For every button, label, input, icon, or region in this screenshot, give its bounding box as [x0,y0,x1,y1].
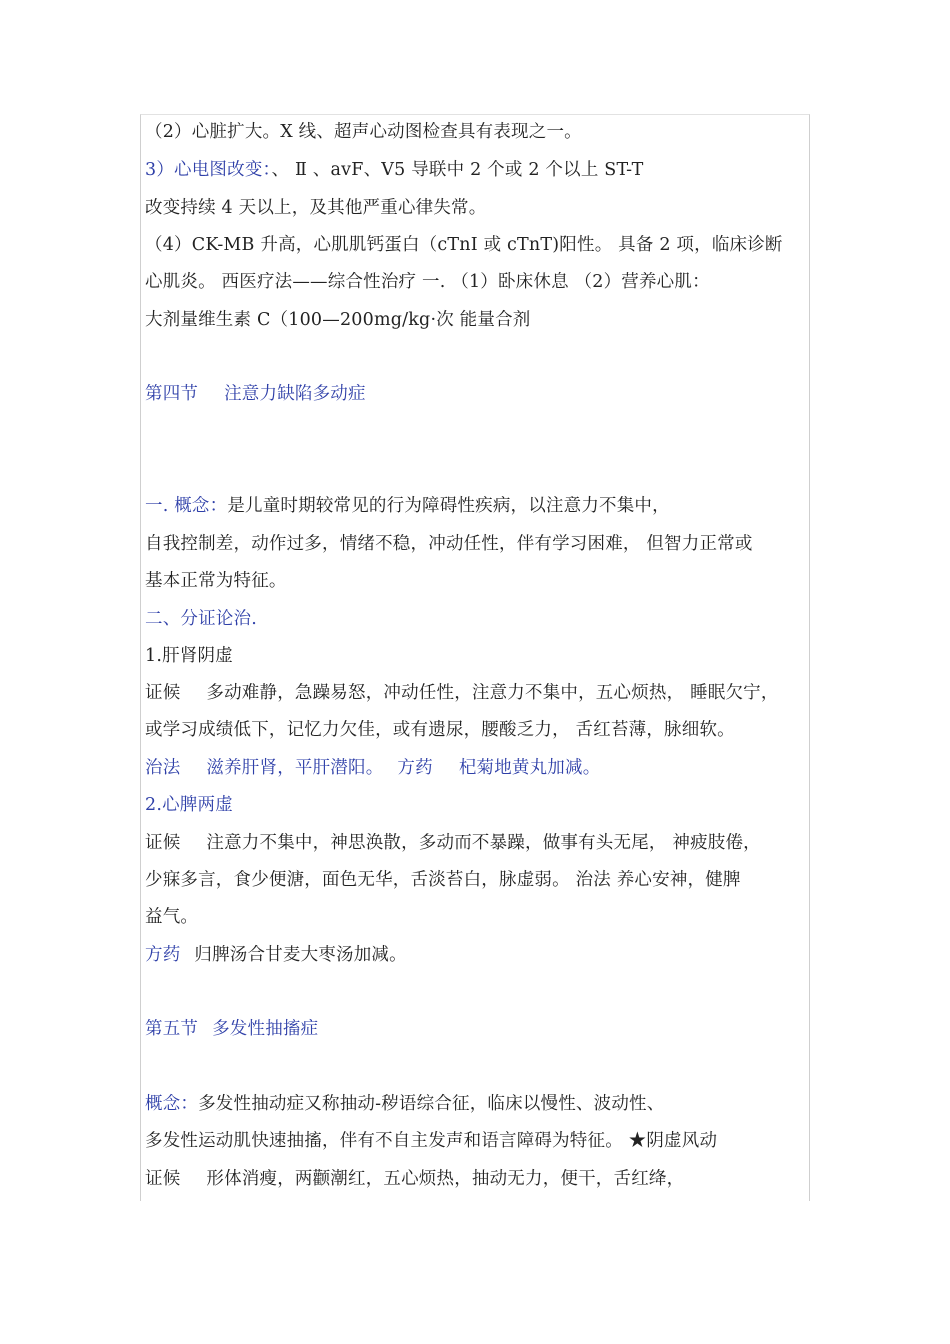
section4-concept [145,494,670,518]
type2-formula-text: 归脾汤合甘麦大枣汤加减。 [194,945,407,965]
section4-concept-line-2: 自我控制差，动作过多，情绪不稳，冲动任性，伴有学习困难， 但智力正常或 [145,534,753,554]
section4-concept-text: 是儿童时期较常见的行为障碍性疾病，以注意力不集中， [227,496,670,516]
section5-concept-text: 多发性抽动症又称抽动-秽语综合征，临床以慢性、波动性、 [198,1094,665,1114]
myocarditis-line-5: 心肌炎。 西医疗法——综合性治疗 一. （1）卧床休息 （2）营养心肌： [145,272,710,292]
type1-method-label: 治法 [145,758,181,778]
ecg-change-label: 3）心电图改变： [145,160,272,180]
section4-title: 第四节 [145,384,199,404]
type1-symptoms-line-2: 或学习成绩低下，记忆力欠佳，或有遗尿，腰酸乏力， 舌红苔薄，脉细软。 [145,720,735,740]
section4-concept-label: 一. 概念： [145,496,228,516]
type1-symptoms [145,681,779,705]
myocarditis-line-4: （4）CK-MB 升高，心肌肌钙蛋白（cTnI 或 cTnT)阳性。 具备 2 项，临床诊断 [145,235,783,255]
section5-concept-label: 概念： [145,1094,199,1114]
type1-symptom-label: 证候 [145,683,181,703]
type2-formula-label: 方药 [145,945,181,965]
myocarditis-line-2 [145,158,643,182]
type1-formula-label: 方药 [397,758,433,778]
section5-symptom-text: 形体消瘦，两颧潮红，五心烦热，抽动无力，便干，舌红绛， [206,1169,685,1189]
myocarditis-line-1: （2）心脏扩大。X 线、超声心动图检查具有表现之一。 [145,122,582,142]
section5-concept-line-2: 多发性运动肌快速抽搐，伴有不自主发声和语言障碍为特征。 ★阴虚风动 [145,1131,718,1151]
type2-symptoms [145,831,761,855]
type1-symptom-text: 多动难静，急躁易怒，冲动任性，注意力不集中，五心烦热， 睡眠欠宁， [206,683,779,703]
section4-concept-line-3: 基本正常为特征。 [145,571,287,591]
section5-symptoms [145,1167,684,1191]
section5-concept [145,1092,664,1116]
type2-symptoms-line-3: 益气。 [145,907,199,927]
myocarditis-line-6: 大剂量维生素 C（100—200mg/kg·次 能量合剂 [145,310,531,330]
type1-method-text: 滋养肝肾，平肝潜阳。 [206,758,384,778]
section5-subtitle: 多发性抽搐症 [212,1019,319,1039]
treatment-heading: 二、分证论治. [145,609,257,629]
type2-symptom-label: 证候 [145,833,181,853]
section4-subtitle: 注意力缺陷多动症 [224,384,366,404]
ecg-change-text: 、 Ⅱ 、avF、V5 导联中 2 个或 2 个以上 ST-T [271,160,644,180]
section5-heading [145,1017,318,1041]
type1-treatment [145,756,600,780]
type1-heading: 1.肝肾阴虚 [145,646,233,666]
section5-title: 第五节 [145,1019,199,1039]
myocarditis-line-3: 改变持续 4 天以上，及其他严重心律失常。 [145,198,487,218]
type2-formula [145,943,407,967]
type1-formula-text: 杞菊地黄丸加减。 [458,758,601,778]
type2-symptom-text: 注意力不集中，神思涣散，多动而不暴躁，做事有头无尾， 神疲肢倦， [206,833,761,853]
section5-symptom-label: 证候 [145,1169,181,1189]
type2-heading: 2.心脾两虚 [145,795,233,815]
section4-heading [145,382,366,406]
type2-symptoms-line-2: 少寐多言，食少便溏，面色无华，舌淡苔白，脉虚弱。 治法 养心安神，健脾 [145,870,741,890]
